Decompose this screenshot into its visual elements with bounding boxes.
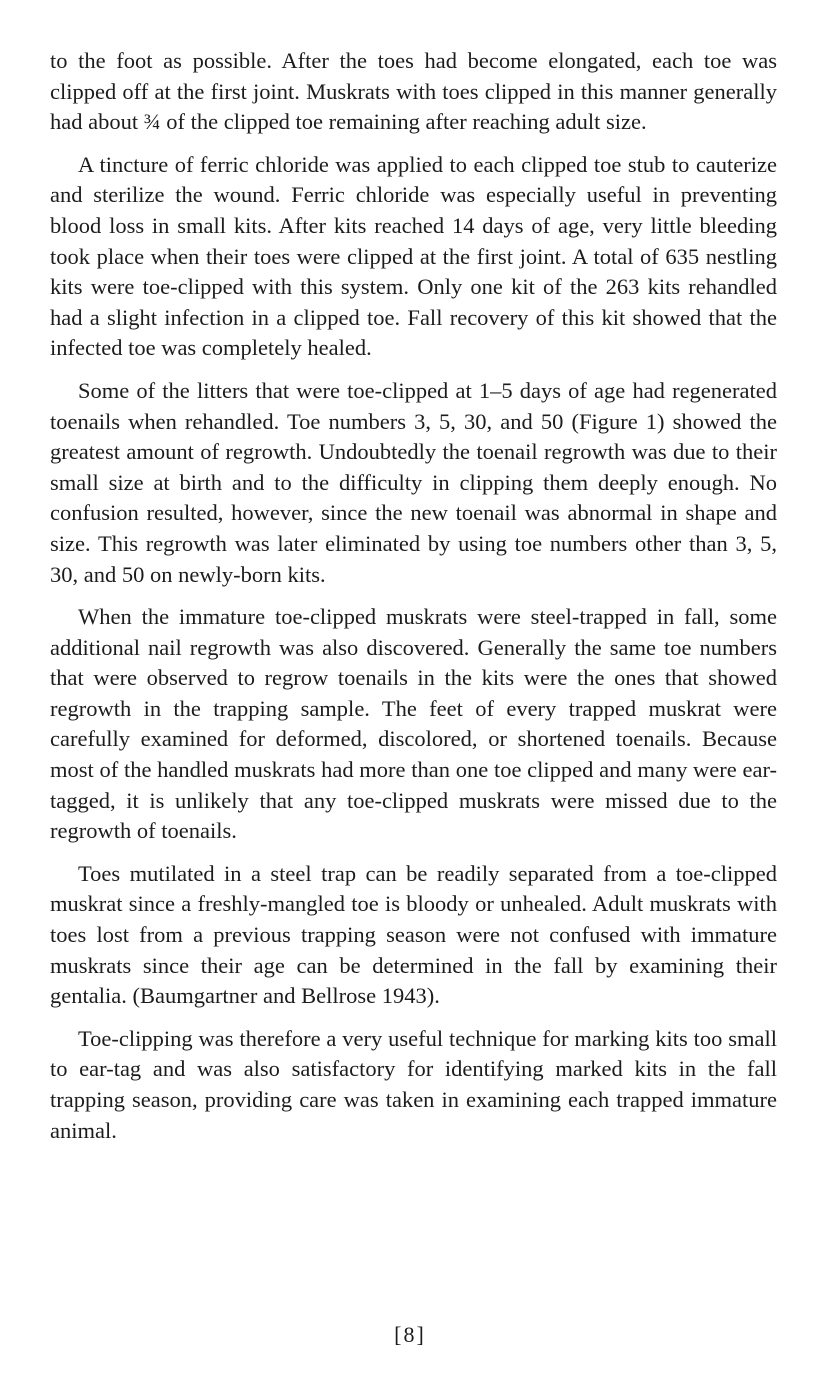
paragraph-4: When the immature toe-clipped muskrats were steel-trapped in fall, some additional nail regrowth was also discovered. Generally the same toe numbers that were observed to regrow toenails in the kits were the ones that showed regrowth in the trapping sample. The feet of every trapped muskrat were carefully examined for deformed, discolored, or shortened toenails. Because most of the handled muskrats had more than one toe clipped and many were ear-tagged, it is unlikely that any toe-clipped muskrats were missed due to the regrowth of toenails. [50,604,777,844]
page-body [50,46,777,1158]
paragraph-2: A tincture of ferric chloride was applied to each clipped toe stub to cauterize and sterilize the wound. Ferric chloride was especially useful in preventing blood loss in small kits. After kits reached 14 days of age, very little bleeding took place when their toes were clipped at the first joint. A total of 635 nestling kits were toe-clipped with this system. Only one kit of the 263 kits rehandled had a slight infection in a clipped toe. Fall recovery of this kit showed that the infected toe was completely healed. [50,151,777,361]
paragraph-6: Toe-clipping was therefore a very useful technique for marking kits too small to ear-tag and was also satisfactory for identifying marked kits in the fall trapping season, providing care was taken in examining each trapped immature animal. [50,1025,777,1143]
paragraph-1: to the foot as possible. After the toes had become elongated, each toe was clipped off at the first joint. Muskrats with toes clipped in this manner generally had about ¾ of the clipped toe remaining after reaching adult size. [50,48,777,135]
paragraph-5: Toes mutilated in a steel trap can be readily separated from a toe-clipped muskrat since a freshly-mangled toe is bloody or unhealed. Adult muskrats with toes lost from a previous trapping season were not confused with immature muskrats since their age can be determined in the fall by examining their gentalia. (Baumgartner and Bellrose 1943). [50,860,777,1009]
paragraph-3: Some of the litters that were toe-clipped at 1–5 days of age had regenerated toenails when rehandled. Toe numbers 3, 5, 30, and 50 (Figure 1) showed the greatest amount of regrowth. Undoubtedly the toenail regrowth was due to their small size at birth and to the difficulty in clipping them deeply enough. No confusion resulted, however, since the new toenail was abnormal in shape and size. This regrowth was later eliminated by using toe numbers other than 3, 5, 30, and 50 on newly-born kits. [50,377,777,587]
page-number: [8] [394,1322,426,1347]
